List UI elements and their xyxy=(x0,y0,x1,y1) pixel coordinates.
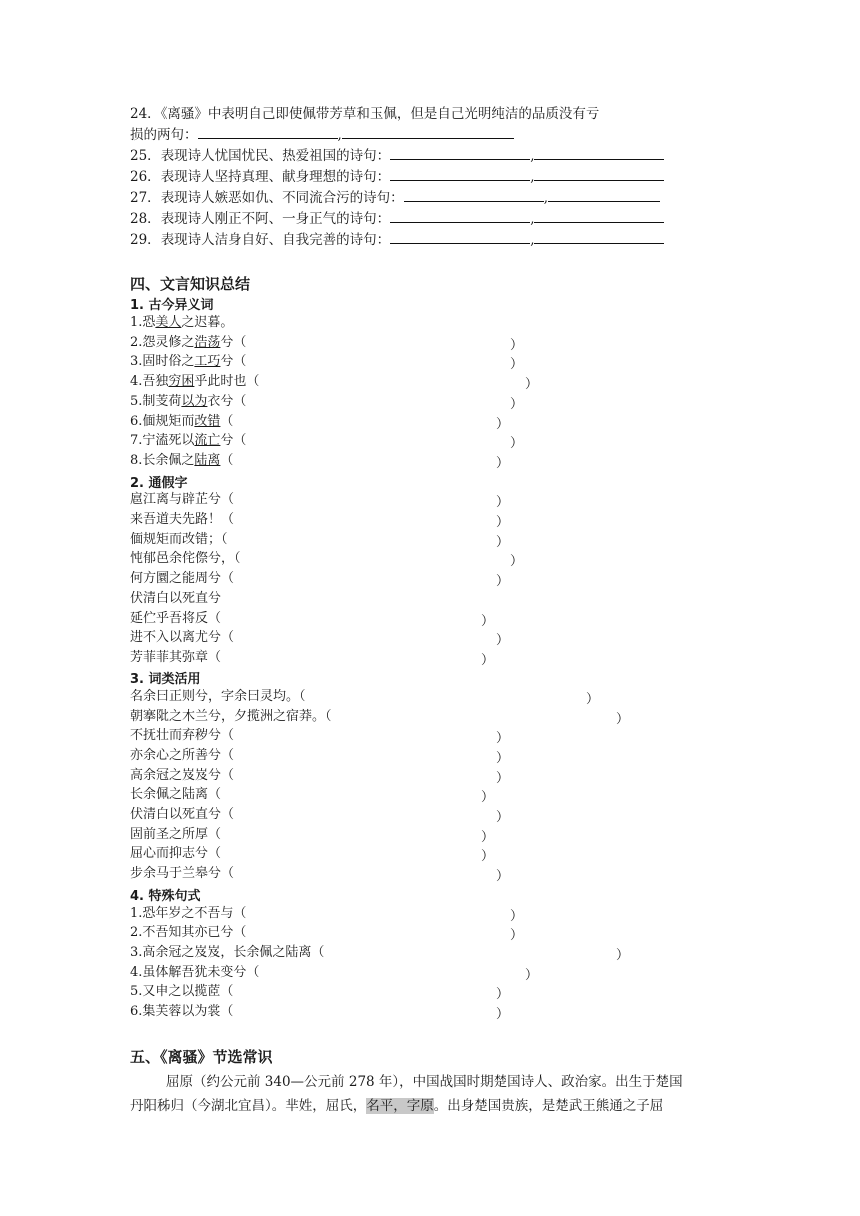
list-item: 1.恐美人之迟暮。 xyxy=(130,315,234,330)
paren: ） xyxy=(496,417,510,432)
list-item: 步余马于兰皋兮（ xyxy=(130,866,235,881)
question-27 xyxy=(130,187,660,208)
list-item: 5.制芰荷以为衣兮（ xyxy=(130,394,247,409)
question-number: 24． xyxy=(130,106,161,122)
paren: ） xyxy=(616,948,630,963)
question-number: 29． xyxy=(130,232,161,248)
comma: , xyxy=(530,148,535,164)
list-item: 偭规矩而改错；（ xyxy=(130,532,228,547)
paren: ） xyxy=(496,574,510,589)
list-item: 名余曰正则兮，字余曰灵均。（ xyxy=(130,689,306,704)
paren: ） xyxy=(496,869,510,884)
paren: ） xyxy=(496,731,510,746)
paren: ） xyxy=(525,968,539,983)
list-item: 2.不吾知其亦已兮（ xyxy=(130,925,247,940)
answer-blank[interactable] xyxy=(534,208,664,223)
paren: ） xyxy=(481,614,495,629)
list-item: 不抚壮而弃秽兮（ xyxy=(130,728,235,743)
list-item: 3.高余冠之岌岌，长余佩之陆离（ xyxy=(130,945,325,960)
answer-blank[interactable] xyxy=(390,166,530,181)
question-text: 表现诗人嫉恶如仇、不同流合污的诗句： xyxy=(160,190,404,206)
list-item: 进不入以离尤兮（ xyxy=(130,630,235,645)
answer-blank[interactable] xyxy=(534,145,664,160)
paren: ） xyxy=(510,397,524,412)
list-item: 芳菲菲其弥章（ xyxy=(130,650,222,665)
question-number: 26． xyxy=(130,169,161,185)
list-item: 忳郁邑余侘傺兮，（ xyxy=(130,551,241,566)
paren: ） xyxy=(510,928,524,943)
list-item: 何方圜之能周兮（ xyxy=(130,571,235,586)
answer-blank[interactable] xyxy=(198,124,338,139)
paren: ） xyxy=(510,554,524,569)
paren: ） xyxy=(481,849,495,864)
paren: ） xyxy=(496,515,510,530)
list-item: 屈心而抑志兮（ xyxy=(130,846,222,861)
list-item: 高余冠之岌岌兮（ xyxy=(130,768,235,783)
list-item: 8.长余佩之陆离（ xyxy=(130,453,234,468)
subsection-heading: 2. 通假字 xyxy=(130,476,188,491)
question-24 xyxy=(130,104,599,124)
answer-blank[interactable] xyxy=(534,166,664,181)
comma: , xyxy=(543,190,548,206)
paren: ） xyxy=(496,535,510,550)
answer-blank[interactable] xyxy=(534,229,664,244)
paren: ） xyxy=(510,338,524,353)
list-item: 6.偭规矩而改错（ xyxy=(130,414,234,429)
subsection-heading: 1. 古今异义词 xyxy=(130,298,214,313)
paren: ） xyxy=(496,810,510,825)
comma: , xyxy=(530,211,535,227)
list-item: 6.集芙蓉以为裳（ xyxy=(130,1004,234,1019)
paren: ） xyxy=(496,1007,510,1022)
list-item: 7.宁溘死以流亡兮（ xyxy=(130,433,247,448)
list-item: 固前圣之所厚（ xyxy=(130,827,222,842)
answer-blank[interactable] xyxy=(548,187,660,202)
paragraph: 丹阳秭归（今湖北宜昌）。芈姓，屈氏，名平，字原。出身楚国贵族，是楚武王熊通之子屈 xyxy=(130,1098,664,1114)
question-text: 表现诗人刚正不阿、一身正气的诗句： xyxy=(160,211,391,227)
answer-blank[interactable] xyxy=(390,208,530,223)
list-item: 1.恐年岁之不吾与（ xyxy=(130,906,247,921)
comma: , xyxy=(337,127,342,143)
list-item: 3.固时俗之工巧兮（ xyxy=(130,354,247,369)
comma: , xyxy=(530,232,535,248)
comma: , xyxy=(530,169,535,185)
list-item: 2.怨灵修之浩荡兮（ xyxy=(130,335,247,350)
paren: ） xyxy=(496,633,510,648)
paren: ） xyxy=(525,377,539,392)
paren: ） xyxy=(510,436,524,451)
subsection-heading: 3. 词类活用 xyxy=(130,672,201,687)
highlight: 名平，字原 xyxy=(366,1098,434,1114)
question-text-cont: 损的两句： xyxy=(130,127,198,143)
list-item: 延伫乎吾将反（ xyxy=(130,611,222,626)
list-item: 4.虽体解吾犹未变兮（ xyxy=(130,965,260,980)
paren: ） xyxy=(586,692,600,707)
paren: ） xyxy=(496,751,510,766)
list-item: 亦余心之所善兮（ xyxy=(130,748,235,763)
question-text: 表现诗人忧国忧民、热爱祖国的诗句： xyxy=(160,148,391,164)
question-25 xyxy=(130,145,664,166)
question-number: 25． xyxy=(130,148,161,164)
list-item: 扈江离与辟芷兮（ xyxy=(130,492,235,507)
paren: ） xyxy=(481,653,495,668)
question-number: 27． xyxy=(130,190,161,206)
list-item: 5.又申之以揽茝（ xyxy=(130,984,234,999)
question-text: 表现诗人坚持真理、献身理想的诗句： xyxy=(160,169,391,185)
paren: ） xyxy=(510,357,524,372)
paren: ） xyxy=(481,790,495,805)
list-item: 长余佩之陆离（ xyxy=(130,787,222,802)
paren: ） xyxy=(496,495,510,510)
answer-blank[interactable] xyxy=(390,229,530,244)
paren: ） xyxy=(616,712,630,727)
list-item: 4.吾独穷困乎此时也（ xyxy=(130,374,260,389)
paren: ） xyxy=(496,456,510,471)
list-item: 伏清白以死直兮 xyxy=(130,591,222,606)
question-text: 表现诗人洁身自好、自我完善的诗句： xyxy=(160,232,391,248)
answer-blank[interactable] xyxy=(404,187,544,202)
subsection-heading: 4. 特殊句式 xyxy=(130,889,201,904)
question-29 xyxy=(130,229,664,250)
question-text: 《离骚》中表明自己即使佩带芳草和玉佩，但是自己光明纯洁的品质没有亏 xyxy=(160,106,600,122)
question-number: 28． xyxy=(130,211,161,227)
question-24-answer xyxy=(130,124,514,145)
paren: ） xyxy=(496,771,510,786)
paren: ） xyxy=(510,909,524,924)
section-heading: 四、文言知识总结 xyxy=(130,275,251,293)
list-item: 伏清白以死直兮（ xyxy=(130,807,235,822)
question-28 xyxy=(130,208,664,229)
paren: ） xyxy=(496,987,510,1002)
list-item: 朝搴阰之木兰兮，夕揽洲之宿莽。（ xyxy=(130,709,332,724)
answer-blank[interactable] xyxy=(342,124,514,139)
answer-blank[interactable] xyxy=(390,145,530,160)
list-item: 来吾道夫先路！（ xyxy=(130,512,235,527)
paren: ） xyxy=(481,830,495,845)
section-heading: 五、《离骚》节选常识 xyxy=(130,1048,273,1066)
paragraph: 屈原（约公元前 340—公元前 278 年），中国战国时期楚国诗人、政治家。出生于楚国 xyxy=(166,1074,683,1090)
question-26 xyxy=(130,166,664,187)
